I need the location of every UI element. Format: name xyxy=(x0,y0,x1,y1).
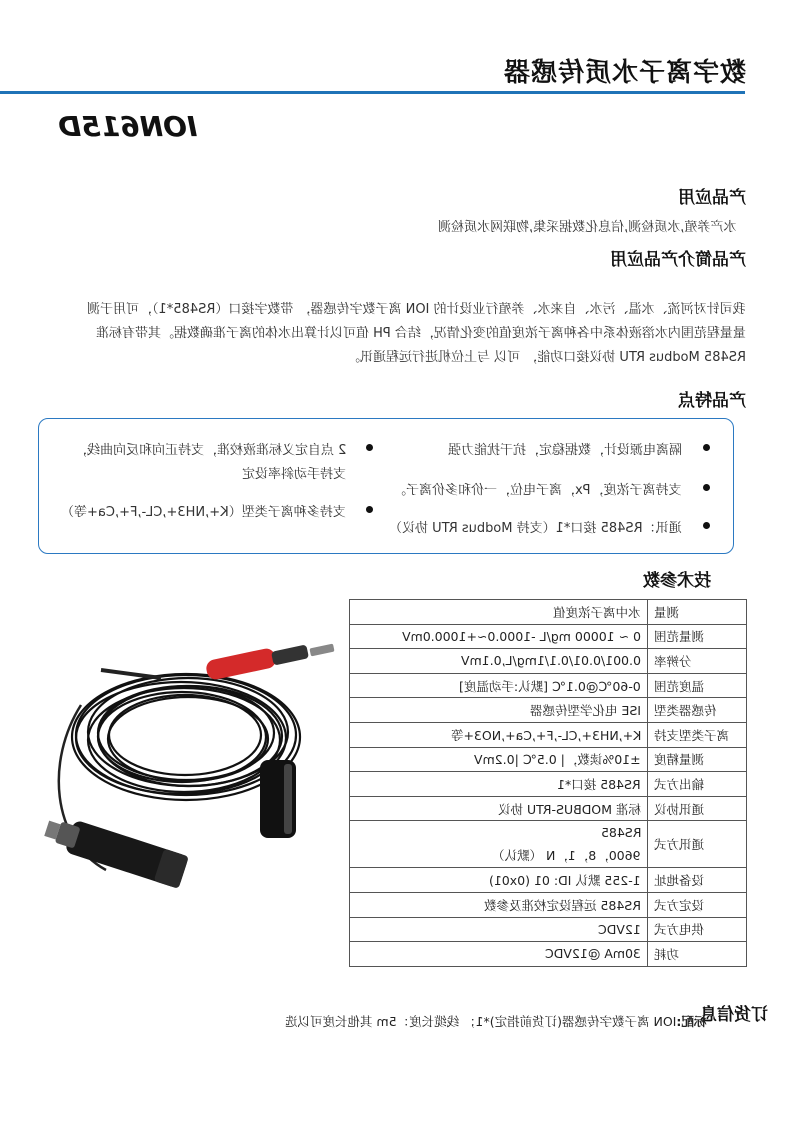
spec-value: ISE 电化学型传感器 xyxy=(350,698,648,723)
spec-value: 0.001/0.01/0.1/1mg/L,0.1mV xyxy=(350,649,648,674)
feature-item: 2 点自定义标准液校准，支持正向和反向曲线， xyxy=(73,443,346,458)
spec-value: 水中离子浓度值 xyxy=(350,600,648,625)
bullet-icon xyxy=(703,484,710,491)
spec-value: RS485 9600，8，1，N （默认） xyxy=(350,821,648,868)
product-photo xyxy=(36,640,336,910)
spec-key: 功耗 xyxy=(648,942,747,967)
table-row xyxy=(350,772,747,797)
feature-item: 隔离电源设计，数据稳定，抗干扰能力强 xyxy=(447,443,682,458)
specs-heading: 技术参数 xyxy=(643,571,711,591)
order-heading: 订货信息 xyxy=(700,1005,768,1025)
application-text: 水产养殖,水质检测,信息化数据采集,物联网水质检测 xyxy=(437,220,736,235)
spec-key: 测量精度 xyxy=(648,747,747,772)
spec-key: 设备地址 xyxy=(648,868,747,893)
spec-value: 12VDC xyxy=(350,917,648,942)
spec-value: 1-255 默认 ID: 01 (0x01) xyxy=(350,868,648,893)
spec-value: ±10%读数，| 0.5℃ |0.2mV xyxy=(350,747,648,772)
spec-key: 传感器类型 xyxy=(648,698,747,723)
spec-key: 测量范围 xyxy=(648,624,747,649)
table-row xyxy=(350,600,747,625)
features-heading: 产品特点 xyxy=(678,391,746,411)
bullet-icon xyxy=(366,444,373,451)
order-label: 标配: xyxy=(676,1014,707,1029)
spec-key: 温度范围 xyxy=(648,673,747,698)
title-divider xyxy=(0,91,745,94)
table-row xyxy=(350,649,747,674)
spec-key: 供电方式 xyxy=(648,917,747,942)
table-row xyxy=(350,747,747,772)
table-row xyxy=(350,722,747,747)
intro-line-1: 我司针对河流、水温、污水、自来水、养殖行业设计的 ION 离子数字传感器， 带数字接口（RS485*1），可用于测 xyxy=(87,302,746,317)
spec-key: 离子类型支持 xyxy=(648,722,747,747)
intro-heading: 产品应用产品简介 xyxy=(610,250,746,270)
table-row xyxy=(350,868,747,893)
spec-value: 标准 MODBUS-RTU 协议 xyxy=(350,796,648,821)
spec-value: RS485 接口*1 xyxy=(350,772,648,797)
spec-key: 输出方式 xyxy=(648,772,747,797)
bullet-icon xyxy=(703,522,710,529)
feature-item: 支持多种离子类型（K+,NH3+,CL-,F+,Ca+等） xyxy=(61,505,346,520)
spec-value: 0 ~ 10000 mg/L -1000.0~+1000.0mV xyxy=(350,624,648,649)
spec-key: 测量 xyxy=(648,600,747,625)
order-text: ION 离子数字传感器(订货前指定)*1； 线缆长度：5m 其他长度可以选 xyxy=(285,1014,677,1029)
spec-key: 通讯方式 xyxy=(648,821,747,868)
table-row xyxy=(350,821,747,868)
order-info xyxy=(285,1012,706,1030)
table-row xyxy=(350,796,747,821)
intro-line-2: 量量程范围内水溶液体系中各种离子浓度值的变化情况，结合 PH 值可以计算出水体的离子准确数据。其带有标准 xyxy=(96,326,746,341)
feature-item: 支持离子浓度，Px，离子电位，一价和多价离子。 xyxy=(393,483,682,498)
feature-item: 通讯：RS485 接口*1（支持 Modbus RTU 协议） xyxy=(389,521,682,536)
feature-item-cont: 支持手动斜率设定 xyxy=(241,467,346,482)
table-row xyxy=(350,673,747,698)
spec-value: K+,NH3+,CL-,F+,Ca+,NO3+等 xyxy=(350,722,648,747)
intro-line-3: RS485 Modbus RTU 协议接口功能， 可以 与上位机进行远程通讯。 xyxy=(347,350,746,365)
table-row xyxy=(350,917,747,942)
spec-key: 设定方式 xyxy=(648,892,747,917)
table-row xyxy=(350,624,747,649)
spec-value: RS485 远程设定校准及参数 xyxy=(350,892,648,917)
table-row xyxy=(350,942,747,967)
spec-key: 分辨率 xyxy=(648,649,747,674)
spec-value: 0-60℃@0.1℃ [默认:手动温度] xyxy=(350,673,648,698)
table-row xyxy=(350,698,747,723)
spec-value: 30mA @12VDC xyxy=(350,942,648,967)
spec-key: 通讯协议 xyxy=(648,796,747,821)
bullet-icon xyxy=(703,444,710,451)
page-title: 数字离子水质传感器 xyxy=(502,58,746,88)
bullet-icon xyxy=(366,506,373,513)
application-heading: 产品应用 xyxy=(678,188,746,208)
spec-table xyxy=(349,599,747,967)
table-row xyxy=(350,892,747,917)
model-number: ION615D xyxy=(58,110,198,143)
